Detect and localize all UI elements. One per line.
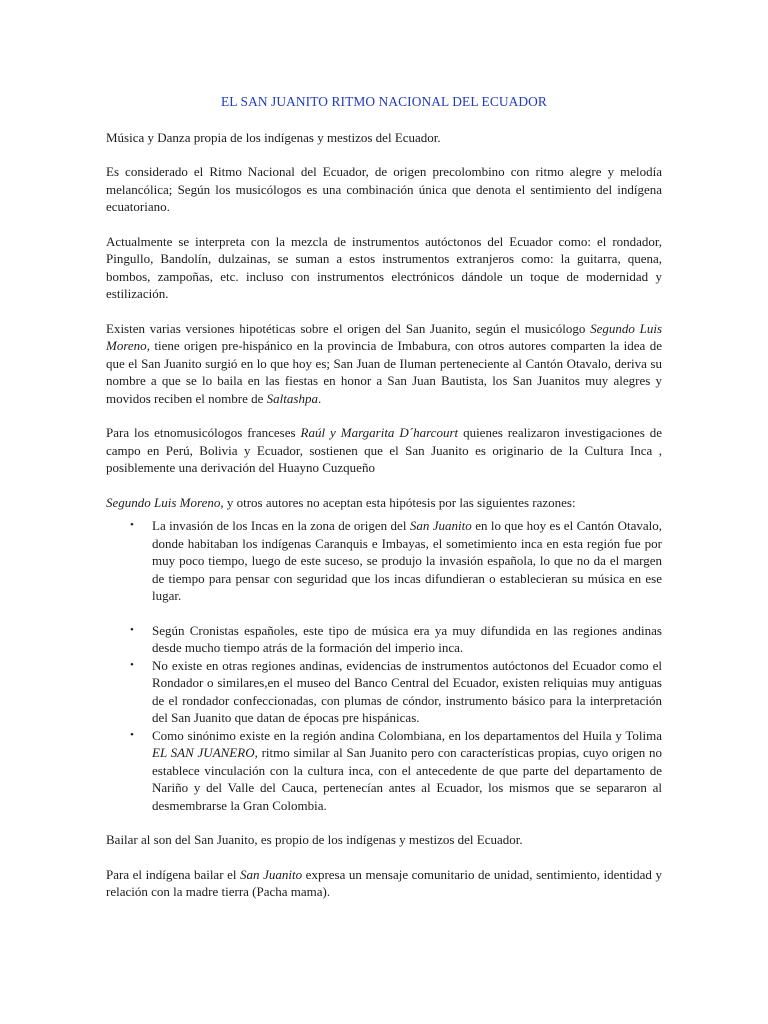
text-segment: Según Cronistas españoles, este tipo de música era ya muy difundida en las regiones andinas desde mucho tiempo atrás de la formación del imperio inca. bbox=[152, 622, 662, 655]
paragraph-indigena bbox=[106, 866, 662, 901]
bullet-icon: • bbox=[130, 519, 134, 531]
text-segment: , tiene origen pre-hispánico en la provincia de Imbabura, con otros autores comparten la idea de que el San Juanito surgió en lo que hoy es; San Juan de Iluman perteneciente al Cantón Otavalo, deriva su nombre a que se lo baila en las fiestas en honor a San Juan Bautista, los San Juanitos muy alegres y movidos reciben el nombre de bbox=[106, 338, 662, 406]
reasons-list bbox=[106, 517, 662, 814]
text-segment: La invasión de los Incas en la zona de origen del bbox=[152, 518, 410, 533]
paragraph-origen bbox=[106, 320, 662, 408]
text-segment: Para el indígena bailar el bbox=[106, 866, 241, 882]
text-segment: expresa un mensaje comunitario de unidad, sentimiento, identidad y relación con la madre tierra (Pacha mama). bbox=[106, 866, 662, 899]
document-title: EL SAN JUANITO RITMO NACIONAL DEL ECUADOR bbox=[221, 94, 547, 109]
text-segment: en lo que hoy es el Cantón Otavalo, donde habitaban los indígenas Caranquis e Imbayas, el sometimiento inca en esta región fue por muy poco tiempo, luego de este suceso, se produjo la invasión española, lo que no da el margen de tiempo para pensar con seguridad que los incas difundieran o establecieran su música en ese lugar. bbox=[152, 518, 662, 603]
text-segment: y otros autores no aceptan esta hipótesis por las siguientes razones: bbox=[223, 494, 576, 510]
text-segment: Como sinónimo existe en la región andina Colombiana, en los departamentos del Huila y Tolima bbox=[152, 727, 662, 743]
text-segment: Para los etnomusicólogos franceses bbox=[106, 425, 301, 440]
bullet-icon: • bbox=[130, 728, 134, 741]
bullet-icon: • bbox=[130, 623, 134, 636]
paragraph-ritmo-nacional: Es considerado el Ritmo Nacional del Ecuador, de origen precolombino con ritmo alegre y melodía melancólica; Según los musicólogos es una combinación única que denota el sentimiento del indígena ecuatoriano. bbox=[106, 164, 662, 214]
paragraph-instrumentos: Actualmente se interpreta con la mezcla de instrumentos autóctonos del Ecuador como: el rondador, Pingullo, Bandolín, dulzainas, se suman a estos instrumentos extranjeros como: la guitarra, quena, bombos, zampoñas, etc. incluso con instrumentos electrónicos dándole un toque de modernidad y estilización. bbox=[106, 233, 662, 301]
paragraph-razones bbox=[106, 494, 662, 512]
term-san-juanito: San Juanito bbox=[240, 866, 303, 882]
term-san-juanero: EL SAN JUANERO bbox=[152, 745, 255, 760]
paragraph-etnomusicologos bbox=[106, 424, 662, 477]
author-names: Raúl y Margarita D´harcourt bbox=[300, 425, 459, 440]
term-san-juanito: San Juanito bbox=[409, 518, 472, 533]
term-saltashpa: Saltashpa bbox=[266, 390, 318, 406]
text-segment: . bbox=[317, 390, 322, 406]
paragraph-bailar: Bailar al son del San Juanito, es propio de los indígenas y mestizos del Ecuador. bbox=[106, 832, 523, 847]
text-segment: No existe en otras regiones andinas, evidencias de instrumentos autóctonos del Ecuador como el Rondador o similares,en el museo del Banco Central del Ecuador, existen reliquias muy antiguas de el rondador confeccionadas, con plumas de cóndor, instrumento básico para la interpretación del San Juanito que datan de épocas pre hispánicas. bbox=[152, 657, 662, 725]
author-name: Segundo Luis Moreno, bbox=[106, 494, 224, 510]
list-item bbox=[130, 622, 662, 657]
text-segment: Existen varias versiones hipotéticas sobre el origen del San Juanito, según el musicólogo bbox=[106, 320, 591, 336]
text-segment: quienes realizaron investigaciones de campo en Perú, Bolivia y Ecuador, sostienen que el San Juanito es originario de la Cultura Inca , posiblemente una derivación del Huayno Cuzqueño bbox=[106, 425, 663, 475]
bullet-icon: • bbox=[130, 658, 134, 671]
author-name: Segundo Luis Moreno bbox=[106, 320, 662, 353]
paragraph-intro: Música y Danza propia de los indígenas y mestizos del Ecuador. bbox=[106, 129, 441, 145]
text-segment: , ritmo similar al San Juanito pero con características propias, cuyo origen no establece vinculación con la cultura inca, con el antecedente de que parte del departamento de Nariño y del Valle del Cauca, pertenecían antes al Ecuador, los mismos que se separaron al desmembrarse la Gran Colombia. bbox=[152, 745, 662, 813]
list-item bbox=[130, 727, 662, 815]
list-item bbox=[130, 517, 662, 605]
list-item bbox=[130, 657, 662, 727]
